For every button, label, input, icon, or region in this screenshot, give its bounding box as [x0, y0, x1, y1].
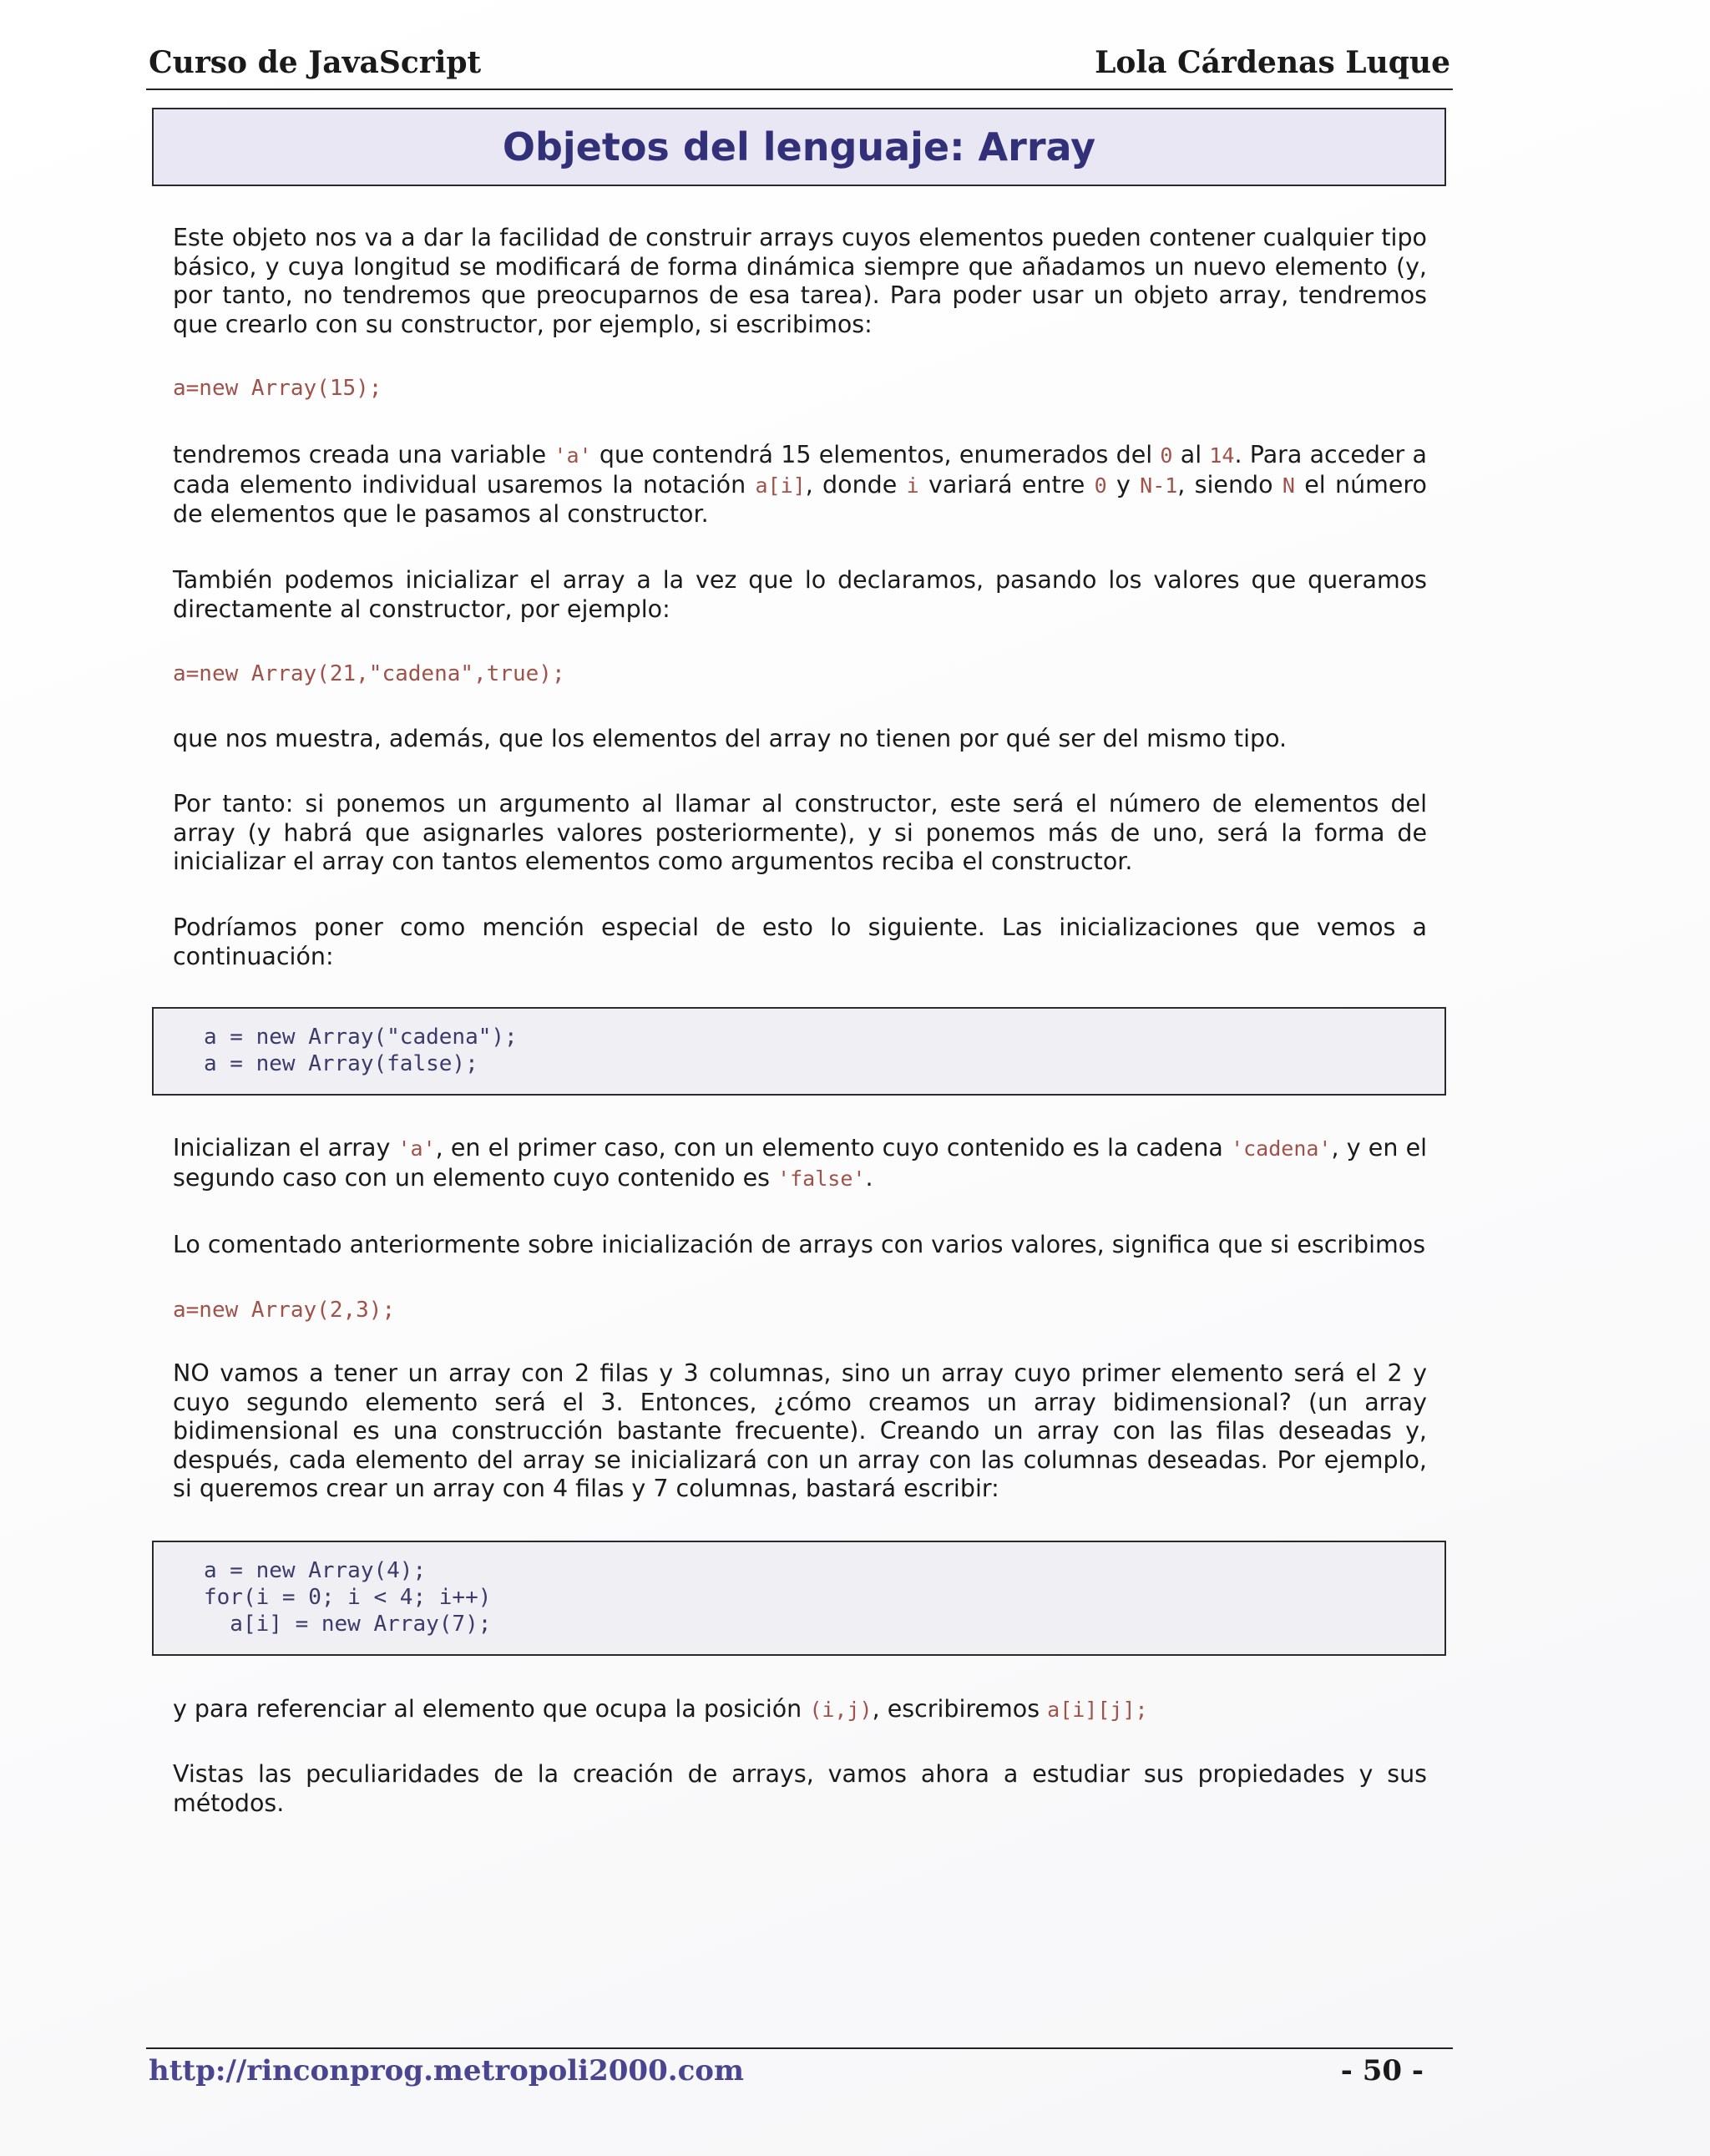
paragraph-init	[173, 566, 1427, 624]
code-block-1	[152, 1007, 1446, 1096]
section-title-box	[152, 108, 1446, 186]
inline-code: 'a'	[397, 1136, 436, 1161]
text-span: al	[1172, 441, 1210, 468]
inline-code: 'a'	[554, 443, 592, 468]
page-footer	[146, 2047, 1453, 2099]
text-span: .	[865, 1163, 873, 1192]
text-span: , siendo	[1177, 470, 1282, 499]
inline-code: a[i][j];	[1047, 1698, 1148, 1722]
paragraph-types	[173, 725, 1427, 754]
text-span: el número de elementos que le pasamos al constructor.	[173, 470, 1427, 528]
text-span: y	[1106, 470, 1141, 499]
code-example-2	[173, 660, 1427, 688]
page-header	[146, 40, 1453, 90]
paragraph-text: Lo comentado anteriormente sobre inicialización de arrays con varios valores, significa que si escribimos	[173, 1231, 1426, 1258]
text-span: . Para acceder a cada elemento individual usaremos la notación	[173, 441, 1427, 499]
inline-code: i	[906, 473, 919, 498]
code-example-3	[173, 1296, 1427, 1324]
paragraph-text	[173, 441, 1427, 529]
text-span: , donde	[805, 470, 907, 499]
inline-code: N-1	[1140, 473, 1178, 498]
code-line: a=new Array(2,3);	[173, 1298, 396, 1323]
inline-code: N	[1282, 473, 1295, 498]
text-span: tendremos creada una variable	[173, 441, 554, 468]
inline-code: (i,j)	[809, 1698, 873, 1722]
text-span: y para referenciar al elemento que ocupa la posición	[173, 1695, 810, 1723]
paragraph-constructor-args	[173, 790, 1427, 877]
author-name: Lola Cárdenas Luque	[1095, 45, 1450, 80]
inline-code: 'false'	[777, 1166, 866, 1191]
paragraph-conclusion	[173, 1760, 1427, 1818]
paragraph-text: NO vamos a tener un array con 2 filas y 3 columnas, sino un array cuyo primer elemento será el 2 y cuyo segundo elemento será el 3. Entonces, ¿cómo creamos un array bidimensional? (un array bidimensional es una construcción bastante frecuente). Creando un array con las filas deseadas y, después, cada elemento del array se inicializará con un array con las columnas deseadas. Por ejemplo, si queremos crear un array con 4 filas y 7 columnas, bastará escribir:	[173, 1359, 1427, 1502]
code-example-1	[173, 374, 1427, 402]
text-span: Inicializan el array	[173, 1134, 398, 1162]
code-block-2	[152, 1541, 1446, 1656]
paragraph-text: Vistas las peculiaridades de la creación de arrays, vamos ahora a estudiar sus propiedades y sus métodos.	[173, 1760, 1427, 1817]
paragraph-bidimensional	[173, 1359, 1427, 1504]
paragraph-variable	[173, 441, 1427, 529]
code-line: a=new Array(21,"cadena",true);	[173, 661, 565, 686]
text-span: , escribiremos	[872, 1695, 1048, 1723]
inline-code: 0	[1094, 473, 1107, 498]
paragraph-text: que nos muestra, además, que los elementos del array no tienen por qué ser del mismo tipo.	[173, 725, 1288, 752]
inline-code: a[i]	[755, 473, 806, 498]
paragraph-text: Por tanto: si ponemos un argumento al llamar al constructor, este será el número de elementos del array (y habrá que asignarles valores posteriormente), y si ponemos más de uno, será la forma de inicializar el array con tantos elementos como argumentos reciba el constructor.	[173, 790, 1427, 875]
paragraph-text: Este objeto nos va a dar la facilidad de construir arrays cuyos elementos pueden contener cualquier tipo básico, y cuya longitud se modificará de forma dinámica siempre que añadamos un nuevo elemento (y, por tanto, no tendremos que preocuparnos de esa tarea). Para poder usar un objeto array, tendremos que crearlo con su constructor, por ejemplo, si escribimos:	[173, 224, 1427, 338]
text-span: , y en el segundo caso con un elemento cuyo contenido es	[173, 1134, 1428, 1192]
page-number: - 50 -	[1340, 2054, 1424, 2088]
code-block-text: a = new Array(4); for(i = 0; i < 4; i++) a[i] = new Array(7);	[204, 1558, 492, 1637]
text-span: variará entre	[918, 470, 1095, 499]
paragraph-initialize	[173, 1134, 1427, 1193]
paragraph-text: También podemos inicializar el array a la vez que lo declaramos, pasando los valores que queramos directamente al constructor, por ejemplo:	[173, 566, 1427, 623]
inline-code: 'cadena'	[1231, 1136, 1332, 1161]
section-title: Objetos del lenguaje: Array	[502, 124, 1096, 170]
code-block-text: a = new Array("cadena"); a = new Array(false);	[204, 1025, 518, 1076]
text-span: que contendrá 15 elementos, enumerados del	[591, 441, 1161, 468]
paragraph-text	[173, 1695, 1427, 1725]
course-title: Curso de JavaScript	[149, 45, 482, 80]
paragraph-intro	[173, 224, 1427, 339]
paragraph-text	[173, 1134, 1427, 1193]
inline-code: 0	[1160, 443, 1173, 468]
paragraph-commented	[173, 1231, 1427, 1260]
paragraph-special	[173, 914, 1427, 971]
code-line: a=new Array(15);	[173, 376, 382, 401]
inline-code: 14	[1209, 443, 1235, 468]
paragraph-reference	[173, 1695, 1427, 1725]
text-span: , en el primer caso, con un elemento cuyo contenido es la cadena	[435, 1134, 1232, 1162]
paragraph-text: Podríamos poner como mención especial de esto lo siguiente. Las inicializaciones que vemos a continuación:	[173, 914, 1427, 970]
footer-url-link[interactable]: http://rinconprog.metropoli2000.com	[149, 2054, 744, 2088]
